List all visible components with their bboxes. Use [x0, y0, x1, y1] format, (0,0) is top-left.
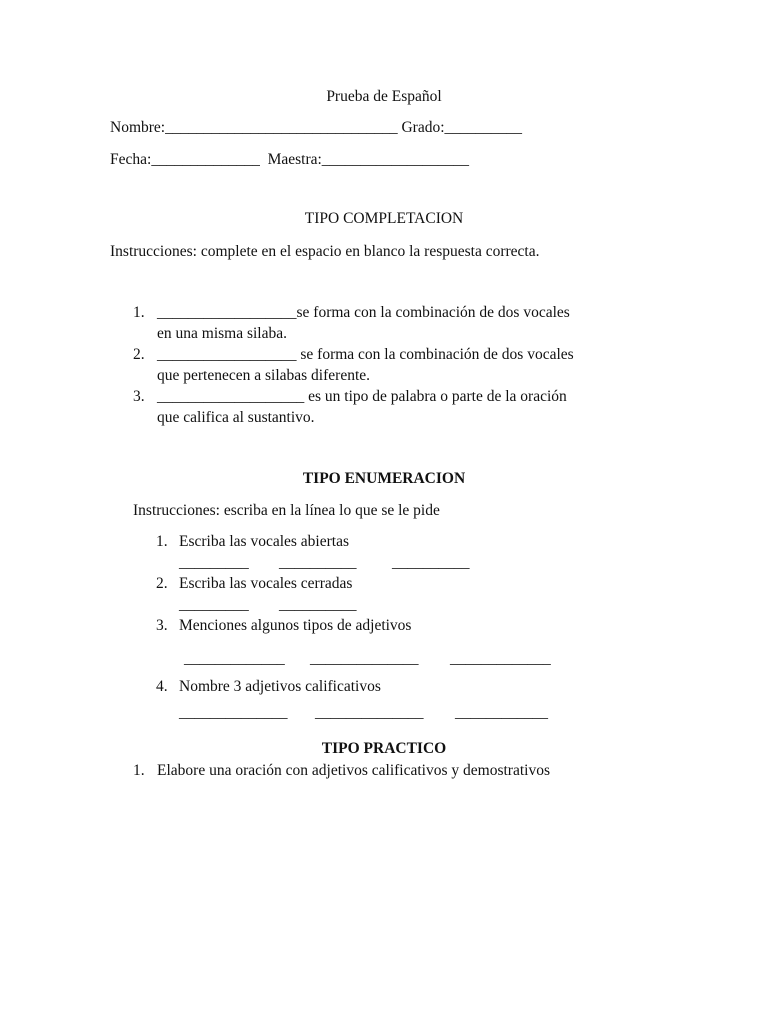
item-text: Elabore una oración con adjetivos calificativos y demostrativos: [157, 762, 550, 779]
enumeracion-heading: TIPO ENUMERACION: [302, 470, 466, 487]
item-text: Escriba las vocales cerradas: [179, 575, 353, 592]
fecha-maestra-line: Fecha:______________ Maestra:___________________: [110, 151, 470, 168]
answer-blank: _________: [179, 554, 249, 571]
item-text-line1: __________________se forma con la combinación de dos vocales: [157, 304, 570, 321]
item-number: 1.: [156, 533, 168, 550]
item-number: 2.: [156, 575, 168, 592]
answer-blank: ______________: [315, 704, 424, 721]
answer-blank: __________: [279, 596, 357, 613]
item-text-line2: que pertenecen a silabas diferente.: [157, 367, 371, 384]
item-text-line1: __________________ se forma con la combinación de dos vocales: [157, 346, 574, 363]
item-text-line2: en una misma silaba.: [157, 325, 287, 342]
answer-blank: __________: [392, 554, 470, 571]
completacion-heading: TIPO COMPLETACION: [304, 210, 464, 227]
item-number: 3.: [156, 617, 168, 634]
item-text: Nombre 3 adjetivos calificativos: [179, 678, 381, 695]
enumeracion-instructions: Instrucciones: escriba en la línea lo que se le pide: [133, 502, 440, 519]
item-text: Escriba las vocales abiertas: [179, 533, 349, 550]
item-number: 1.: [133, 304, 145, 321]
answer-blank: ______________: [310, 650, 419, 667]
nombre-grado-line: Nombre:______________________________ Grado:__________: [110, 119, 523, 136]
answer-blank: ______________: [179, 704, 288, 721]
answer-blank: _____________: [184, 650, 285, 667]
item-text: Menciones algunos tipos de adjetivos: [179, 617, 412, 634]
page-title: Prueba de Español: [326, 88, 442, 105]
answer-blank: _____________: [450, 650, 551, 667]
item-number: 3.: [133, 388, 145, 405]
answer-blank: _________: [179, 596, 249, 613]
item-number: 4.: [156, 678, 168, 695]
item-number: 1.: [133, 762, 145, 779]
item-text-line2: que califica al sustantivo.: [157, 409, 315, 426]
completacion-instructions: Instrucciones: complete en el espacio en blanco la respuesta correcta.: [110, 243, 540, 260]
practico-heading: TIPO PRACTICO: [321, 740, 447, 757]
answer-blank: ____________: [455, 704, 548, 721]
item-number: 2.: [133, 346, 145, 363]
item-text-line1: ___________________ es un tipo de palabra o parte de la oración: [157, 388, 567, 405]
answer-blank: __________: [279, 554, 357, 571]
